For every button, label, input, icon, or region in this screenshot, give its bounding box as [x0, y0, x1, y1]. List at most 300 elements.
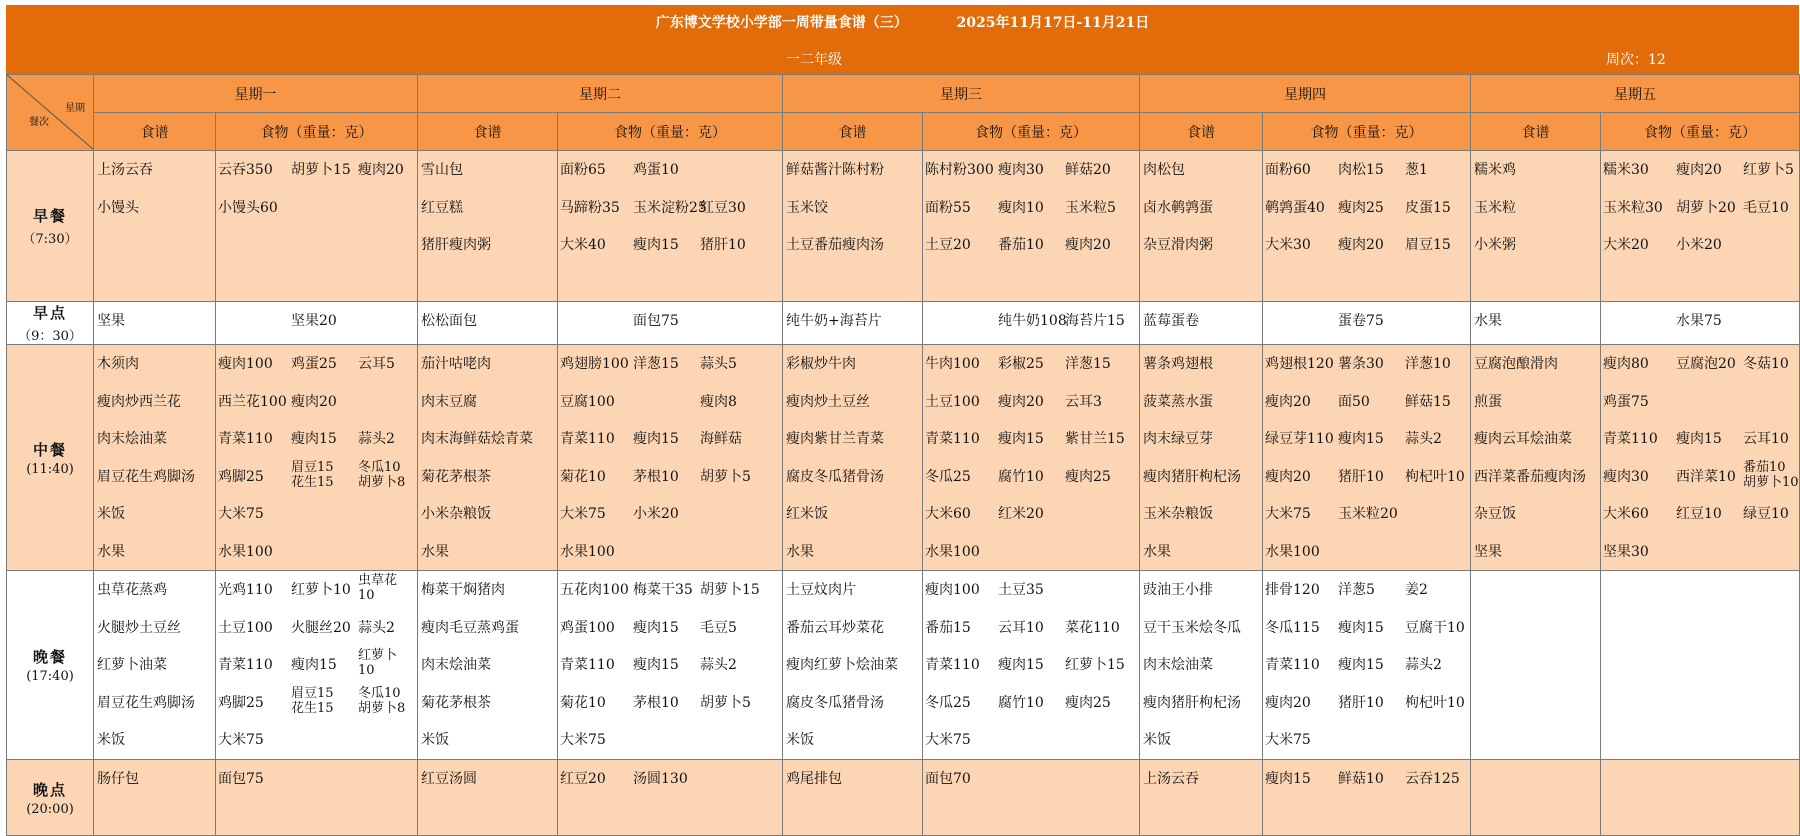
ingredient-amount: 坚果20 [291, 313, 337, 329]
ingredient-amount: 鸡脚25 [218, 694, 264, 711]
food-cell [216, 151, 418, 302]
food-cell [558, 302, 783, 345]
ingredient-amount: 瘦肉15 [633, 619, 679, 636]
ingredient-amount: 猪肝10 [1338, 468, 1384, 485]
ingredient-amount: 云吞125 [1405, 771, 1460, 787]
ingredient-amount: 冬瓜10 胡萝卜8 [358, 459, 406, 490]
ingredient-amount: 瘦肉15 [998, 431, 1044, 447]
dish-name: 红豆汤圆 [421, 771, 477, 787]
dish-name: 豉油王小排 [1143, 582, 1213, 598]
food-weight-column-header: 食物（重量：克） [1263, 113, 1471, 151]
recipe-cell [418, 760, 558, 836]
dish-name: 肠仔包 [97, 771, 139, 787]
ingredient-amount: 瘦肉25 [1065, 468, 1111, 485]
food-cell [923, 151, 1140, 302]
ingredient-amount: 洋葱15 [1065, 356, 1111, 372]
recipe-cell [94, 302, 216, 345]
ingredient-amount: 蒜头5 [700, 356, 737, 372]
ingredient-amount: 瘦肉25 [1065, 694, 1111, 711]
ingredient-amount: 肉松15 [1338, 162, 1384, 178]
dish-name: 腐皮冬瓜猪骨汤 [786, 694, 884, 711]
ingredient-amount: 瘦肉15 [1338, 657, 1384, 673]
ingredient-amount: 小米20 [1676, 237, 1722, 253]
ingredient-amount: 瘦肉15 [1338, 619, 1384, 636]
dish-name: 松松面包 [421, 313, 477, 329]
ingredient-amount: 菜花110 [1065, 619, 1120, 636]
dish-name: 菠菜蒸水蛋 [1143, 393, 1213, 410]
ingredient-amount: 菊花10 [560, 694, 606, 711]
dish-name: 薯条鸡翅根 [1143, 356, 1213, 372]
ingredient-amount: 紫甘兰15 [1065, 431, 1125, 447]
meal-row [7, 345, 1800, 571]
ingredient-amount: 牛肉100 [925, 356, 980, 372]
recipe-cell [783, 760, 923, 836]
ingredient-amount: 面包75 [218, 771, 264, 787]
recipe-cell [783, 571, 923, 760]
ingredient-amount: 面粉60 [1265, 162, 1311, 178]
ingredient-amount: 青菜110 [218, 657, 273, 673]
food-cell [923, 571, 1140, 760]
food-cell [216, 302, 418, 345]
ingredient-amount: 面包70 [925, 771, 971, 787]
ingredient-amount: 绿豆10 [1743, 506, 1789, 522]
dish-name: 纯牛奶+海苔片 [786, 313, 882, 329]
ingredient-amount: 火腿丝20 [291, 619, 351, 636]
meal-time: (11:40) [26, 461, 74, 477]
ingredient-amount: 鸡脚25 [218, 468, 264, 485]
recipe-cell [1471, 345, 1601, 571]
dish-name: 火腿炒土豆丝 [97, 619, 181, 636]
meal-name: 中餐 [32, 440, 67, 459]
recipe-cell [94, 760, 216, 836]
meal-row [7, 151, 1800, 302]
ingredient-amount: 云耳10 [1743, 431, 1789, 447]
ingredient-amount: 五花肉100 [560, 582, 629, 598]
ingredient-amount: 茅根10 [633, 694, 679, 711]
ingredient-amount: 枸杞叶10 [1405, 468, 1465, 485]
dish-name: 瘦肉云耳烩油菜 [1474, 431, 1572, 447]
ingredient-amount: 葱1 [1405, 162, 1428, 178]
dish-name: 梅菜干焖猪肉 [421, 582, 505, 598]
recipe-cell [418, 571, 558, 760]
dish-name: 卤水鹌鹑蛋 [1143, 199, 1213, 216]
ingredient-amount: 大米60 [1603, 506, 1649, 522]
food-cell [558, 151, 783, 302]
ingredient-amount: 纯牛奶108 [998, 313, 1067, 329]
dish-name: 鲜菇酱汁陈村粉 [786, 162, 884, 178]
ingredient-amount: 姜2 [1405, 582, 1428, 598]
ingredient-amount: 瘦肉15 [998, 657, 1044, 673]
subtitle-band [6, 39, 1799, 74]
ingredient-amount: 海鲜菇 [700, 431, 742, 447]
recipe-cell [1140, 302, 1263, 345]
ingredient-amount: 冬菇10 [1743, 356, 1789, 372]
recipe-column-header: 食谱 [418, 113, 558, 151]
ingredient-amount: 菊花10 [560, 468, 606, 485]
ingredient-amount: 彩椒25 [998, 356, 1044, 372]
ingredient-amount: 瘦肉10 [998, 199, 1044, 216]
ingredient-amount: 鸡蛋10 [633, 162, 679, 178]
dish-name: 玉米饺 [786, 199, 828, 216]
menu-table [6, 74, 1800, 836]
dish-name: 小米粥 [1474, 237, 1516, 253]
ingredient-amount: 毛豆5 [700, 619, 737, 636]
food-weight-column-header: 食物（重量：克） [558, 113, 783, 151]
food-weight-column-header: 食物（重量：克） [1601, 113, 1800, 151]
ingredient-amount: 大米75 [1265, 732, 1311, 748]
ingredient-amount: 水果100 [560, 543, 615, 560]
ingredient-amount: 土豆100 [925, 393, 980, 410]
ingredient-amount: 云吞350 [218, 162, 273, 178]
dish-name: 眉豆花生鸡脚汤 [97, 694, 195, 711]
recipe-cell [1471, 760, 1601, 836]
recipe-column-header: 食谱 [1140, 113, 1263, 151]
dish-name: 蓝莓蛋卷 [1143, 313, 1199, 329]
ingredient-amount: 冬瓜25 [925, 468, 971, 485]
dish-name: 肉末烩油菜 [421, 657, 491, 673]
ingredient-amount: 面粉65 [560, 162, 606, 178]
dish-name: 坚果 [1474, 543, 1502, 560]
day-header-4: 星期四 [1140, 75, 1471, 113]
ingredient-amount: 瘦肉25 [1338, 199, 1384, 216]
dish-name: 杂豆滑肉粥 [1143, 237, 1213, 253]
dish-name: 坚果 [97, 313, 125, 329]
ingredient-amount: 瘦肉20 [1265, 694, 1311, 711]
meal-time: (17:40) [26, 669, 74, 684]
recipe-cell [1471, 151, 1601, 302]
grade-label: 一二年级 [786, 52, 842, 68]
ingredient-amount: 瘦肉20 [1265, 468, 1311, 485]
dish-name: 上汤云吞 [97, 162, 153, 178]
meal-name: 晚点 [32, 780, 67, 799]
dish-name: 水果 [1143, 543, 1171, 560]
day-header-2: 星期二 [418, 75, 783, 113]
ingredient-amount: 鲜菇10 [1338, 771, 1384, 787]
ingredient-amount: 瘦肉15 [291, 431, 337, 447]
recipe-column-header: 食谱 [1471, 113, 1601, 151]
ingredient-amount: 红萝卜5 [1743, 162, 1794, 178]
ingredient-amount: 鸡蛋25 [291, 356, 337, 372]
ingredient-amount: 冬瓜115 [1265, 619, 1320, 636]
dish-name: 瘦肉紫甘兰青菜 [786, 431, 884, 447]
recipe-cell [94, 151, 216, 302]
ingredient-amount: 鹌鹑蛋40 [1265, 199, 1325, 216]
ingredient-amount: 大米20 [1603, 237, 1649, 253]
ingredient-amount: 番茄15 [925, 619, 971, 636]
ingredient-amount: 蒜头2 [1405, 657, 1442, 673]
recipe-cell [94, 571, 216, 760]
dish-name: 土豆番茄瘦肉汤 [786, 237, 884, 253]
recipe-cell [1140, 571, 1263, 760]
ingredient-amount: 豆腐干10 [1405, 619, 1465, 636]
ingredient-amount: 大米75 [560, 732, 606, 748]
ingredient-amount: 胡萝卜15 [700, 582, 760, 598]
corner-cell [7, 75, 94, 151]
title-band [6, 5, 1799, 40]
ingredient-amount: 青菜110 [560, 431, 615, 447]
food-cell [216, 571, 418, 760]
dish-name: 菊花茅根茶 [421, 694, 491, 711]
food-weight-column-header: 食物（重量：克） [923, 113, 1140, 151]
dish-name: 米饭 [1143, 732, 1171, 748]
ingredient-amount: 红豆30 [700, 199, 746, 216]
ingredient-amount: 瘦肉8 [700, 393, 737, 410]
ingredient-amount: 冬瓜25 [925, 694, 971, 711]
ingredient-amount: 瘦肉15 [1265, 771, 1311, 787]
ingredient-amount: 鲜菇15 [1405, 393, 1451, 410]
ingredient-amount: 眉豆15 花生15 [291, 685, 334, 716]
dish-name: 玉米杂粮饭 [1143, 506, 1213, 522]
food-cell [1601, 302, 1800, 345]
meal-time: （7:30） [22, 232, 78, 247]
ingredient-amount: 绿豆芽110 [1265, 431, 1334, 447]
ingredient-amount: 玉米粒20 [1338, 506, 1398, 522]
dish-name: 腐皮冬瓜猪骨汤 [786, 468, 884, 485]
ingredient-amount: 番茄10 [998, 237, 1044, 253]
food-cell [923, 345, 1140, 571]
meal-label [7, 302, 94, 345]
ingredient-amount: 腐竹10 [998, 468, 1044, 485]
ingredient-amount: 青菜110 [1265, 657, 1320, 673]
meal-label [7, 151, 94, 302]
ingredient-amount: 大米75 [560, 506, 606, 522]
ingredient-amount: 茅根10 [633, 468, 679, 485]
dish-name: 土豆炆肉片 [786, 582, 856, 598]
ingredient-amount: 梅菜干35 [633, 582, 693, 598]
ingredient-amount: 洋葱10 [1405, 356, 1451, 372]
ingredient-amount: 海苔片15 [1065, 313, 1125, 329]
ingredient-amount: 冬瓜10 胡萝卜8 [358, 685, 406, 716]
day-header-3: 星期三 [783, 75, 1140, 113]
recipe-cell [783, 151, 923, 302]
ingredient-amount: 糯米30 [1603, 162, 1649, 178]
ingredient-amount: 瘦肉15 [633, 431, 679, 447]
recipe-cell [1471, 571, 1601, 760]
ingredient-amount: 眉豆15 花生15 [291, 459, 334, 490]
menu-sheet [6, 5, 1799, 829]
ingredient-amount: 虫草花 10 [358, 573, 398, 603]
dish-name: 瘦肉毛豆蒸鸡蛋 [421, 619, 519, 636]
ingredient-amount: 坚果30 [1603, 543, 1649, 560]
ingredient-amount: 玉米粒30 [1603, 199, 1663, 216]
ingredient-amount: 蒜头2 [358, 431, 395, 447]
meal-name: 早点 [32, 304, 67, 322]
ingredient-amount: 瘦肉20 [1265, 393, 1311, 410]
meal-row [7, 302, 1800, 345]
ingredient-amount: 大米75 [1265, 506, 1311, 522]
dish-name: 瘦肉红萝卜烩油菜 [786, 657, 898, 673]
dish-name: 水果 [97, 543, 125, 560]
recipe-cell [418, 345, 558, 571]
dish-name: 水果 [1474, 313, 1502, 329]
ingredient-amount: 西兰花100 [218, 393, 287, 410]
dish-name: 鸡尾排包 [786, 771, 842, 787]
dish-name: 猪肝瘦肉粥 [421, 237, 491, 253]
dish-name: 煎蛋 [1474, 393, 1502, 410]
ingredient-amount: 鸡翅膀100 [560, 356, 629, 372]
day-header-5: 星期五 [1471, 75, 1800, 113]
recipe-cell [1471, 302, 1601, 345]
ingredient-amount: 水果100 [925, 543, 980, 560]
ingredient-amount: 瘦肉100 [925, 582, 980, 598]
food-cell [1263, 571, 1471, 760]
ingredient-amount: 大米75 [925, 732, 971, 748]
ingredient-amount: 水果100 [1265, 543, 1320, 560]
dish-name: 眉豆花生鸡脚汤 [97, 468, 195, 485]
ingredient-amount: 排骨120 [1265, 582, 1320, 598]
food-cell [1601, 345, 1800, 571]
ingredient-amount: 瘦肉20 [291, 393, 337, 410]
dish-name: 水果 [786, 543, 814, 560]
ingredient-amount: 红豆10 [1676, 506, 1722, 522]
ingredient-amount: 胡萝卜5 [700, 694, 751, 711]
dish-name: 米饭 [786, 732, 814, 748]
ingredient-amount: 瘦肉15 [1338, 431, 1384, 447]
dish-name: 玉米粒 [1474, 199, 1516, 216]
ingredient-amount: 胡萝卜15 [291, 162, 351, 178]
recipe-column-header: 食谱 [783, 113, 923, 151]
food-weight-column-header: 食物（重量：克） [216, 113, 418, 151]
ingredient-amount: 胡萝卜5 [700, 468, 751, 485]
ingredient-amount: 枸杞叶10 [1405, 694, 1465, 711]
dish-name: 上汤云吞 [1143, 771, 1199, 787]
food-cell [923, 760, 1140, 836]
ingredient-amount: 青菜110 [925, 657, 980, 673]
ingredient-amount: 小馒头60 [218, 199, 278, 216]
dish-name: 小馒头 [97, 199, 139, 216]
ingredient-amount: 瘦肉15 [291, 657, 337, 673]
meal-row [7, 571, 1800, 760]
ingredient-amount: 面粉55 [925, 199, 971, 216]
food-cell [216, 760, 418, 836]
page-title: 广东博文学校小学部一周带量食谱（三） 2025年11月17日-11月21日 [655, 15, 1150, 31]
dish-name: 红米饭 [786, 506, 828, 522]
dish-name: 番茄云耳炒菜花 [786, 619, 884, 636]
dish-name: 肉松包 [1143, 162, 1185, 178]
ingredient-amount: 红豆20 [560, 771, 606, 787]
food-cell [1601, 151, 1800, 302]
ingredient-amount: 马蹄粉35 [560, 199, 620, 216]
ingredient-amount: 鸡蛋75 [1603, 393, 1649, 410]
ingredient-amount: 豆腐泡20 [1676, 356, 1736, 372]
food-cell [558, 345, 783, 571]
dish-name: 豆腐泡酿滑肉 [1474, 356, 1558, 372]
ingredient-amount: 光鸡110 [218, 582, 273, 598]
ingredient-amount: 猪肝10 [1338, 694, 1384, 711]
ingredient-amount: 水果100 [218, 543, 273, 560]
dish-name: 瘦肉炒西兰花 [97, 393, 181, 410]
ingredient-amount: 腐竹10 [998, 694, 1044, 711]
dish-name: 米饭 [97, 732, 125, 748]
ingredient-amount: 毛豆10 [1743, 199, 1789, 216]
ingredient-amount: 红萝卜 10 [358, 648, 398, 678]
ingredient-amount: 青菜110 [560, 657, 615, 673]
recipe-cell [1140, 760, 1263, 836]
recipe-column-header: 食谱 [94, 113, 216, 151]
food-cell [558, 571, 783, 760]
recipe-cell [418, 302, 558, 345]
dish-name: 红萝卜油菜 [97, 657, 167, 673]
ingredient-amount: 豆腐100 [560, 393, 615, 410]
dish-name: 肉末烩油菜 [1143, 657, 1213, 673]
ingredient-amount: 蛋卷75 [1338, 313, 1384, 329]
meal-name: 晚餐 [32, 648, 67, 666]
ingredient-amount: 瘦肉30 [1603, 468, 1649, 485]
ingredient-amount: 大米40 [560, 237, 606, 253]
dish-name: 瘦肉猪肝枸杞汤 [1143, 468, 1241, 485]
ingredient-amount: 陈村粉300 [925, 162, 994, 178]
ingredient-amount: 瘦肉15 [633, 237, 679, 253]
meal-name: 早餐 [32, 207, 67, 225]
week-number: 周次：12 [1606, 52, 1666, 68]
ingredient-amount: 土豆20 [925, 237, 971, 253]
recipe-cell [1140, 345, 1263, 571]
ingredient-amount: 土豆100 [218, 619, 273, 636]
ingredient-amount: 薯条30 [1338, 356, 1384, 372]
ingredient-amount: 鸡翅根120 [1265, 356, 1334, 372]
ingredient-amount: 大米60 [925, 506, 971, 522]
day-header-1: 星期一 [94, 75, 418, 113]
food-cell [1263, 345, 1471, 571]
meal-label [7, 760, 94, 836]
dish-name: 小米杂粮饭 [421, 506, 491, 522]
food-cell [558, 760, 783, 836]
ingredient-amount: 胡萝卜20 [1676, 199, 1736, 216]
ingredient-amount: 鲜菇20 [1065, 162, 1111, 178]
food-cell [1263, 302, 1471, 345]
dish-name: 米饭 [97, 506, 125, 522]
dish-name: 杂豆饭 [1474, 506, 1516, 522]
meal-label [7, 345, 94, 571]
recipe-cell [94, 345, 216, 571]
ingredient-amount: 土豆35 [998, 582, 1044, 598]
food-cell [923, 302, 1140, 345]
ingredient-amount: 洋葱15 [633, 356, 679, 372]
ingredient-amount: 水果75 [1676, 313, 1722, 329]
dish-name: 米饭 [421, 732, 449, 748]
ingredient-amount: 鸡蛋100 [560, 619, 615, 636]
meal-row [7, 760, 1800, 836]
ingredient-amount: 瘦肉15 [633, 657, 679, 673]
ingredient-amount: 面包75 [633, 313, 679, 329]
ingredient-amount: 青菜110 [925, 431, 980, 447]
ingredient-amount: 小米20 [633, 506, 679, 522]
ingredient-amount: 西洋菜10 [1676, 468, 1736, 485]
ingredient-amount: 大米75 [218, 506, 264, 522]
food-cell [1601, 571, 1800, 760]
recipe-cell [783, 302, 923, 345]
ingredient-amount: 猪肝10 [700, 237, 746, 253]
dish-name: 红豆糕 [421, 199, 463, 216]
ingredient-amount: 蒜头2 [358, 619, 395, 636]
ingredient-amount: 瘦肉20 [1065, 237, 1111, 253]
dish-name: 糯米鸡 [1474, 162, 1516, 178]
recipe-cell [1140, 151, 1263, 302]
meal-label [7, 571, 94, 760]
ingredient-amount: 瘦肉20 [998, 393, 1044, 410]
ingredient-amount: 瘦肉100 [218, 356, 273, 372]
dish-name: 雪山包 [421, 162, 463, 178]
ingredient-amount: 瘦肉80 [1603, 356, 1649, 372]
ingredient-amount: 瘦肉30 [998, 162, 1044, 178]
dish-name: 水果 [421, 543, 449, 560]
ingredient-amount: 瘦肉20 [1676, 162, 1722, 178]
dish-name: 肉末豆腐 [421, 393, 477, 410]
food-cell [1263, 760, 1471, 836]
recipe-cell [418, 151, 558, 302]
ingredient-amount: 面50 [1338, 393, 1370, 410]
dish-name: 虫草花蒸鸡 [97, 582, 167, 598]
